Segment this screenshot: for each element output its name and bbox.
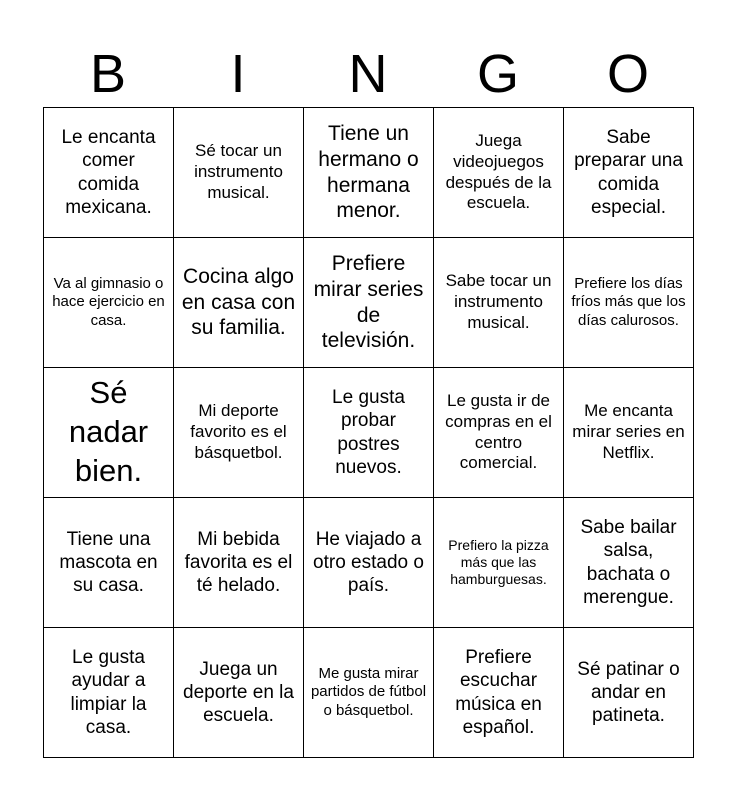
board-row (44, 628, 694, 758)
bingo-cell[interactable]: He viajado a otro estado o país. (304, 498, 434, 628)
bingo-cell[interactable]: Cocina algo en casa con su familia. (174, 238, 304, 368)
bingo-cell[interactable]: Sé patinar o andar en patineta. (564, 628, 694, 758)
board-row (44, 498, 694, 628)
bingo-cell[interactable]: Le gusta probar postres nuevos. (304, 368, 434, 498)
bingo-cell[interactable]: Prefiere mirar series de televisión. (304, 238, 434, 368)
bingo-cell[interactable]: Le gusta ayudar a limpiar la casa. (44, 628, 174, 758)
bingo-cell[interactable]: Juega un deporte en la escuela. (174, 628, 304, 758)
header-letter-g: G (476, 44, 519, 104)
bingo-cell[interactable]: Juega videojuegos después de la escuela. (434, 108, 564, 238)
bingo-cell[interactable]: Sabe tocar un instrumento musical. (434, 238, 564, 368)
header-letter-n: N (348, 44, 388, 104)
bingo-cell[interactable]: Prefiere los días fríos más que los días calurosos. (564, 238, 694, 368)
bingo-cell[interactable]: Sabe preparar una comida especial. (564, 108, 694, 238)
bingo-cell[interactable]: Va al gimnasio o hace ejercicio en casa. (44, 238, 174, 368)
bingo-cell[interactable]: Le gusta ir de compras en el centro comercial. (434, 368, 564, 498)
bingo-cell[interactable]: Prefiere escuchar música en español. (434, 628, 564, 758)
bingo-cell[interactable]: Prefiero la pizza más que las hamburguesas. (434, 498, 564, 628)
bingo-cell[interactable]: Me encanta mirar series en Netflix. (564, 368, 694, 498)
bingo-cell[interactable]: Tiene un hermano o hermana menor. (304, 108, 434, 238)
board-row (44, 108, 694, 238)
bingo-header (43, 40, 693, 108)
bingo-cell[interactable]: Sabe bailar salsa, bachata o merengue. (564, 498, 694, 628)
bingo-cell[interactable]: Mi bebida favorita es el té helado. (174, 498, 304, 628)
bingo-cell[interactable]: Mi deporte favorito es el básquetbol. (174, 368, 304, 498)
bingo-cell[interactable]: Tiene una mascota en su casa. (44, 498, 174, 628)
board-row (44, 368, 694, 498)
bingo-board (43, 107, 694, 758)
bingo-cell[interactable]: Sé tocar un instrumento musical. (174, 108, 304, 238)
header-letter-o: O (606, 44, 649, 104)
header-letter-b: B (89, 44, 127, 104)
header-letter-i: I (230, 44, 246, 104)
bingo-cell[interactable]: Le encanta comer comida mexicana. (44, 108, 174, 238)
board-row (44, 238, 694, 368)
bingo-cell[interactable]: Me gusta mirar partidos de fútbol o básquetbol. (304, 628, 434, 758)
bingo-cell[interactable]: Sé nadar bien. (44, 368, 174, 498)
